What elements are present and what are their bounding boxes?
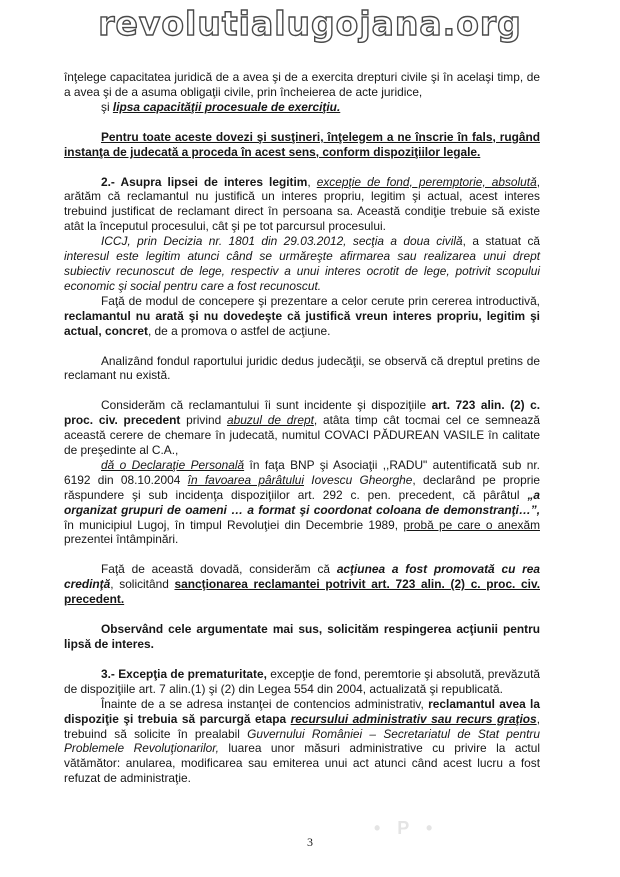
text: , arătăm că reclamantul nu justifică un interes propriu, legitim şi actual, acest interes trebuind justificat de reclamant direct în persoana sa. Această condiţie trebuie să existe atât la începutul procesului, cât şi pe tot parcursul procesului. (64, 174, 540, 234)
law-reference: art. 723 alin. (2) c. proc. civ. precedent (64, 398, 540, 428)
section-heading: 2.- Asupra lipsei de interes legitim (101, 174, 308, 189)
text: privind (180, 413, 227, 428)
institution: Guvernului României – Secretariatul de Stat pentru Problemele Revoluţionarilor, (64, 726, 540, 756)
sanction-request: sancţionarea reclamantei potrivit art. 723 alin. (2) c. proc. civ. precedent. (64, 577, 540, 607)
emphasis: lipsa capacităţii procesuale de exerciţiu. (112, 99, 341, 114)
emphasis: reclamantul avea la dispoziţie şi trebuia să parcurgă etapa (64, 696, 540, 726)
quoted-definition: interesul este legitim atunci când se urmăreşte afirmarea sau realizarea unui drept subiectiv recunoscut de lege, respectiv a unui interes ocrotit de lege, potrivit scopului economic şi social pentru care a fost recunoscut. (64, 249, 540, 293)
text: , de a promova o astfel de acţiune. (147, 323, 331, 338)
text: Faţă de modul de concepere şi prezentare a celor cerute prin cererea introductivă, (101, 293, 540, 308)
section-2-lack-of-interest (64, 175, 540, 235)
emphasis: recursului administrativ sau recurs graţios (290, 711, 537, 726)
paragraph-conclusion: Observând cele argumentate mai sus, solicităm respingerea acţiunii pentru lipsă de interes. (64, 622, 540, 651)
emphasis: dă o Declaraţie Personală (101, 457, 245, 472)
text: Înainte de a se adresa instanţei de contencios administrativ, (101, 696, 429, 711)
text: şi (101, 99, 113, 114)
quote: „a organizat grupuri de oameni … a format şi coordonat coloana de demonstranţi…”, (64, 487, 540, 517)
page-number: 3 (307, 835, 313, 849)
text: luarea unor măsuri administrative cu privire la actul vătămător: anularea, modificarea sau emiterea unui act atunci când acest lucru a fost refuzat de administraţie. (64, 741, 540, 786)
text: , atâta timp cât tocmai cel ce semnează această cerere de chemare în judecată, numitul COVACI PĂDUREAN VASILE în calitate de preşedinte al C.A., (64, 413, 540, 458)
paragraph-administrative-appeal (64, 697, 540, 786)
text: Faţă de această dovadă, considerăm că (101, 562, 337, 577)
paragraph-abuse-of-right (64, 398, 540, 458)
site-watermark: revolutialugojana.org (98, 4, 522, 43)
court-decision: ICCJ, prin Decizia nr. 1801 din 29.03.2012, secţia a doua civilă (101, 234, 463, 249)
paragraph-introductive (64, 294, 540, 339)
text: , (307, 174, 317, 189)
emphasis: acţiunea a fost promovată cu rea credinţă (64, 562, 540, 592)
person-name: Iovescu Gheorghe (311, 472, 413, 487)
document-page (64, 70, 540, 786)
emphasis: abuzul de drept (226, 413, 314, 428)
text: , trebuind să solicite în prealabil (64, 711, 540, 741)
evidence-annex: probă pe care o anexăm (403, 517, 540, 532)
paragraph-capacity (64, 70, 540, 115)
text: prezentei întâmpinări. (64, 532, 179, 547)
text: Considerăm că reclamantului îi sunt incidente şi dispoziţiile (101, 398, 432, 413)
text: , solicitând (110, 577, 175, 592)
text: înţelege capacitatea juridică de a avea şi de a exercita drepturi civile şi în acelaşi timp, de a avea şi de a asuma obligaţii civile, prin încheierea de acte juridice, (64, 70, 540, 99)
text: excepţie de fond, peremtorie şi absolută, prevăzută de dispoziţiile art. 7 alin.(1) şi (2) din Legea 554 din 2004, actualizată şi republicată. (64, 666, 540, 696)
section-3-prematurity (64, 667, 540, 697)
exception-type: excepţie de fond, peremptorie, absolută (316, 174, 537, 189)
section-heading: 3.- Excepţia de prematuritate, (101, 666, 267, 681)
paragraph-bad-faith (64, 562, 540, 607)
faint-stamp-mark: • P • (374, 818, 439, 838)
paragraph-analysis: Analizând fondul raportului juridic dedus judecăţii, se observă că dreptul pretins de reclamant nu există. (64, 353, 540, 383)
text: , a statuat că (462, 234, 540, 249)
emphasis: reclamantul nu arată şi nu dovedeşte că justifică vreun interes propriu, legitim şi actual, concret (64, 308, 540, 338)
paragraph-declaration (64, 458, 540, 547)
paragraph-iccj (64, 234, 540, 294)
emphasis: în favoarea pârâtului (187, 472, 304, 487)
text: în faţa BNP şi Asociaţii ,,RADU" autentificată sub nr. 6192 din 08.10.2004 (64, 457, 540, 487)
text: în municipiul Lugoj, în timpul Revoluţiei din Decembrie 1989, (64, 517, 404, 532)
text: , declarând pe proprie răspundere şi sub incidenţa dispoziţiilor art. 292 c. pen. precedent, că pârâtul (64, 472, 540, 502)
paragraph-forgery-claim: Pentru toate aceste dovezi şi susţineri, înţelegem a ne înscrie în fals, rugând instanţa de judecată a proceda în acest sens, conform dispoziţiilor legale. (64, 129, 540, 159)
